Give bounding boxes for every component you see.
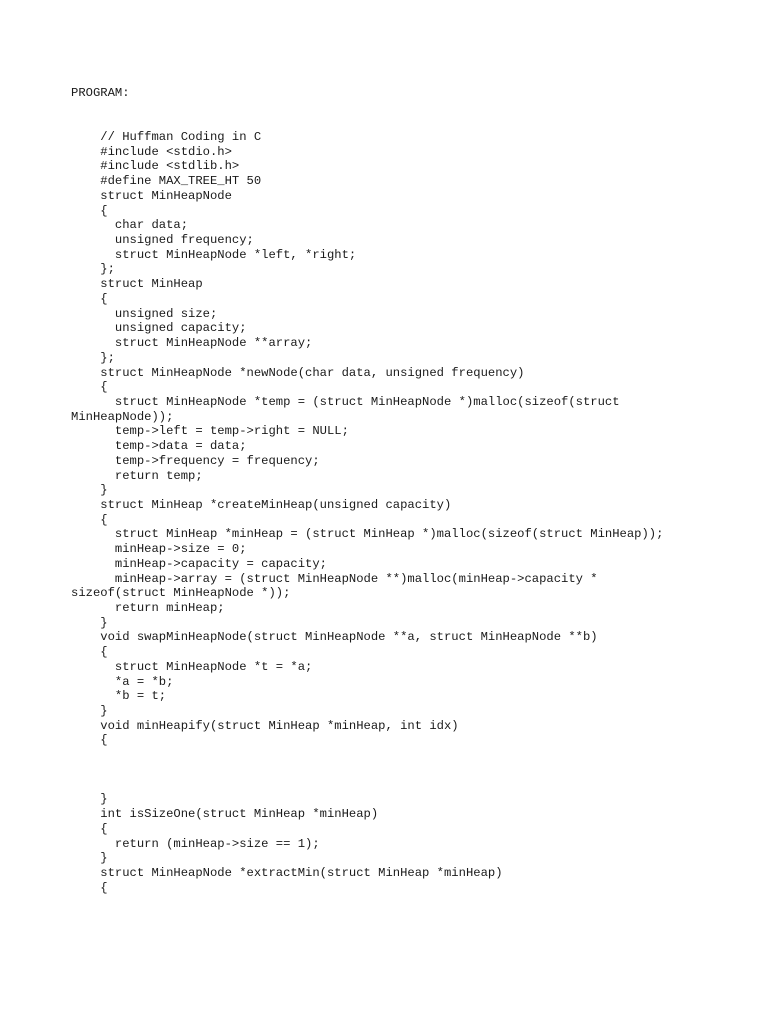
- code-line: };: [71, 262, 115, 277]
- code-line: return (minHeap->size == 1);: [71, 836, 320, 851]
- code-line: minHeap->capacity = capacity;: [71, 556, 327, 571]
- code-line: [71, 778, 663, 793]
- code-line: int isSizeOne(struct MinHeap *minHeap): [71, 807, 379, 822]
- code-line: struct MinHeapNode *extractMin(struct MinHeap *minHeap): [71, 865, 503, 880]
- code-line: [71, 748, 663, 763]
- code-line: struct MinHeap *minHeap = (struct MinHeap *)malloc(sizeof(struct MinHeap));: [71, 527, 664, 542]
- code-line: }: [71, 851, 108, 866]
- code-line: MinHeapNode));: [71, 409, 174, 424]
- code-line: {: [71, 203, 108, 218]
- code-line: unsigned size;: [71, 306, 218, 321]
- code-line: *b = t;: [71, 689, 167, 704]
- code-line: void swapMinHeapNode(struct MinHeapNode **a, struct MinHeapNode **b): [71, 630, 598, 645]
- code-block: [71, 130, 663, 895]
- code-line: struct MinHeapNode *newNode(char data, unsigned frequency): [71, 365, 525, 380]
- code-line: unsigned frequency;: [71, 233, 254, 248]
- code-line: struct MinHeapNode **array;: [71, 336, 313, 351]
- code-line: {: [71, 380, 108, 395]
- code-line: temp->data = data;: [71, 439, 247, 454]
- code-line: {: [71, 645, 108, 660]
- code-line: {: [71, 821, 108, 836]
- code-line: [71, 763, 663, 778]
- code-line: *a = *b;: [71, 674, 174, 689]
- code-line: }: [71, 615, 108, 630]
- code-line: return minHeap;: [71, 601, 225, 615]
- code-line: {: [71, 291, 108, 306]
- code-line: struct MinHeapNode *left, *right;: [71, 247, 357, 262]
- code-line: return temp;: [71, 468, 203, 483]
- code-line: {: [71, 733, 108, 748]
- code-line: minHeap->size = 0;: [71, 542, 247, 557]
- code-line: struct MinHeap: [71, 277, 203, 292]
- code-line: struct MinHeapNode *t = *a;: [71, 659, 313, 674]
- code-line: struct MinHeapNode *temp = (struct MinHeapNode *)malloc(sizeof(struct: [71, 394, 620, 409]
- code-line: {: [71, 512, 108, 527]
- code-line: {: [71, 880, 108, 895]
- code-line: struct MinHeap *createMinHeap(unsigned capacity): [71, 497, 452, 512]
- code-line: }: [71, 483, 108, 498]
- code-line: }: [71, 792, 108, 807]
- code-line: }: [71, 704, 108, 719]
- code-line: #define MAX_TREE_HT 50: [71, 174, 262, 189]
- code-line: #include <stdlib.h>: [71, 159, 240, 174]
- code-line: temp->left = temp->right = NULL;: [71, 424, 349, 439]
- code-line: };: [71, 350, 115, 365]
- code-line: // Huffman Coding in C: [71, 130, 262, 144]
- code-line: struct MinHeapNode: [71, 188, 232, 203]
- code-line: #include <stdio.h>: [71, 144, 232, 159]
- code-line: sizeof(struct MinHeapNode *));: [71, 586, 291, 601]
- code-line: temp->frequency = frequency;: [71, 453, 320, 468]
- program-heading: PROGRAM:: [71, 86, 130, 100]
- code-line: char data;: [71, 218, 189, 233]
- code-line: unsigned capacity;: [71, 321, 247, 336]
- code-line: void minHeapify(struct MinHeap *minHeap, int idx): [71, 718, 459, 733]
- code-line: minHeap->array = (struct MinHeapNode **)malloc(minHeap->capacity *: [71, 571, 598, 586]
